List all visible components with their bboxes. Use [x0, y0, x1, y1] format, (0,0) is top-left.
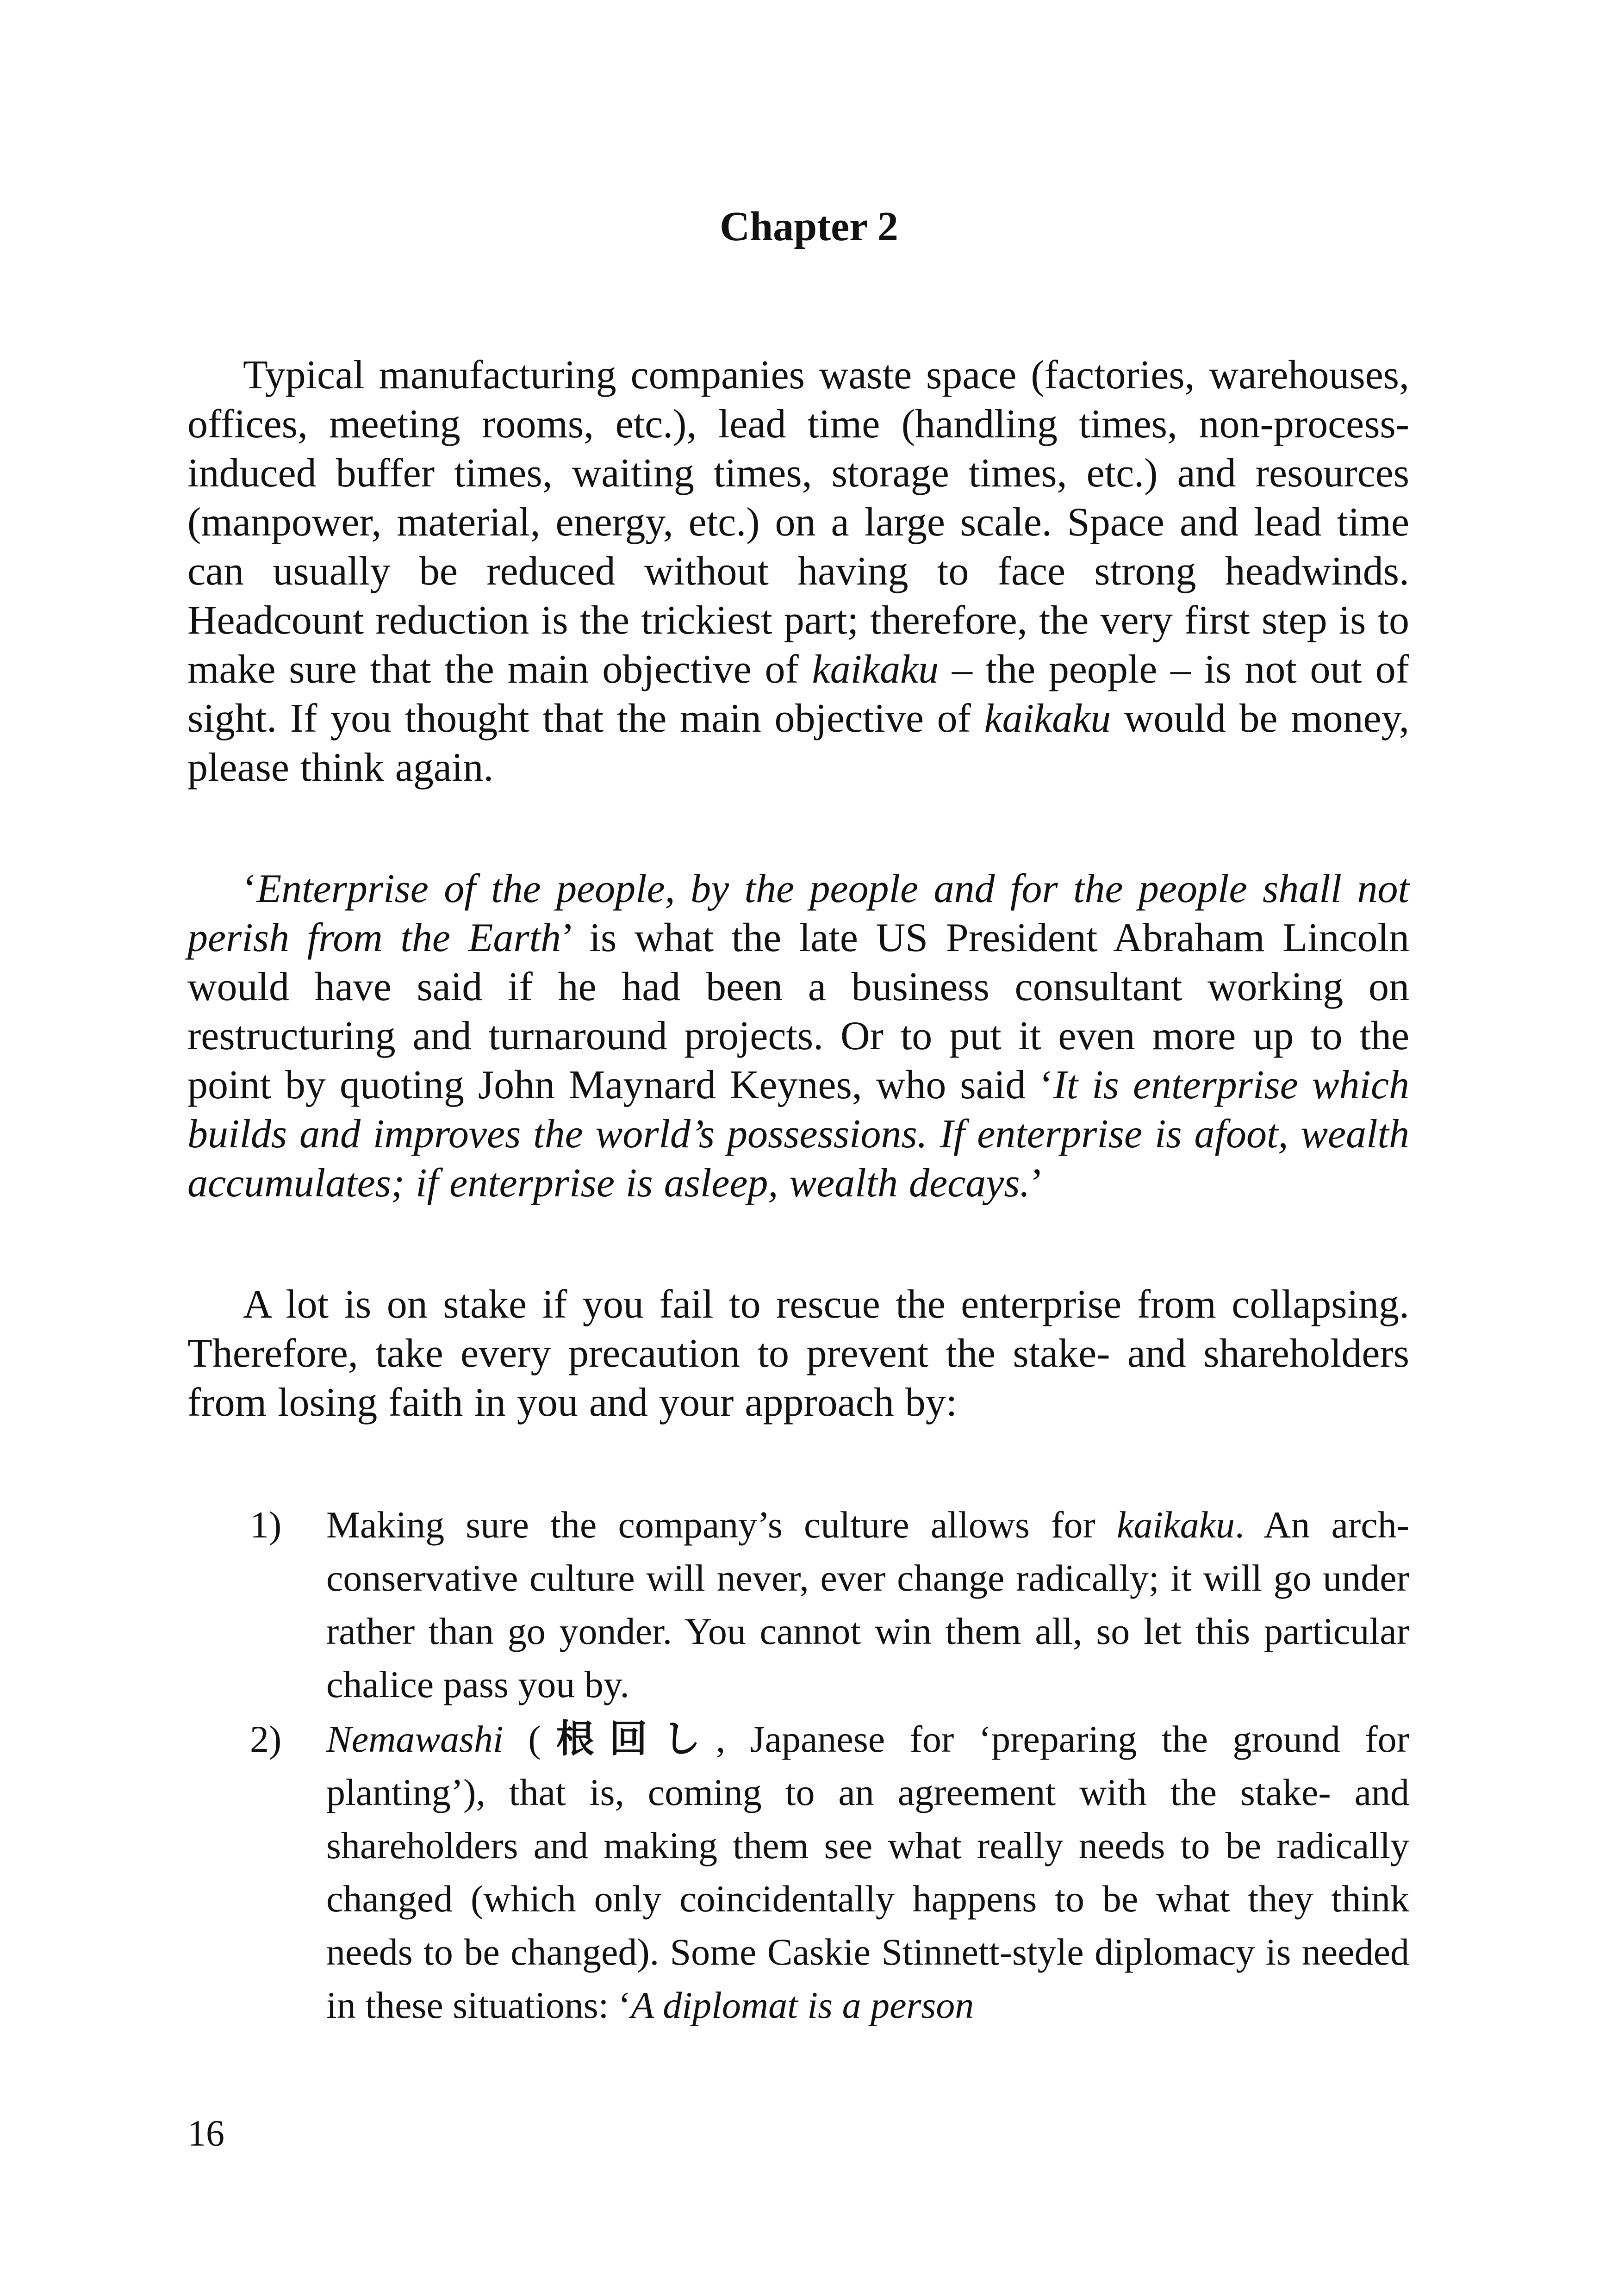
list-item-text-b: . An arch-conservative culture will never, ever change radically; it will go under rather than go yonder. You cannot win them all, so let this particular chalice pass you by.	[326, 1504, 1409, 1705]
list-item-number: 1)	[250, 1504, 282, 1546]
paragraph-3: A lot is on stake if you fail to rescue the enterprise from collapsing. Therefore, take every precaution to prevent the stake- and shareholders from losing faith in you and your approach by:	[187, 1282, 1409, 1425]
paragraph-1-italic-b: kaikaku	[984, 696, 1111, 741]
paragraph-1-italic-a: kaikaku	[812, 647, 939, 692]
list-item	[250, 1498, 1409, 1711]
list-item-italic-b: A diplomat is a person	[631, 1984, 974, 2026]
paragraph-1-text-a: Typical manufacturing companies waste space (factories, warehouses, offices, meeting rooms, etc.), lead time (handling times, non-process-induced buffer times, waiting times, storage times, etc.) and resources (manpower, material, energy, etc.) on a large scale. Space and lead time can usually be reduced without having to face strong headwinds. Headcount reduction is the trickiest part; therefore, the very first step is to make sure that the main objective of	[187, 353, 1409, 692]
lincoln-quote: Enterprise of the people, by the people and for the people shall not perish from the Earth	[187, 866, 1409, 960]
page-number: 16	[187, 2113, 224, 2154]
paragraph-1	[187, 351, 1409, 792]
list-item-body	[250, 1498, 1409, 1711]
list-item-text-a: (	[503, 1718, 541, 1760]
list-item-italic-a: kaikaku	[1117, 1504, 1235, 1546]
keynes-quote: It is enterprise which builds and improves the world’s possessions. If enterprise is afoot, wealth accumulates; if enterprise is asleep, wealth decays.	[187, 1063, 1409, 1206]
list-item	[250, 1712, 1409, 2032]
paragraph-2	[187, 865, 1409, 1208]
list-item-body	[250, 1712, 1409, 2032]
list-item-italic-a: Nemawashi	[326, 1718, 504, 1760]
kanji-text: 根回し	[541, 1717, 716, 1761]
paragraph-2-close-quote: ’	[1030, 1161, 1044, 1206]
chapter-title: Chapter 2	[720, 204, 898, 249]
list-item-text-b: , Japanese for ‘preparing the ground for planting’), that is, coming to an agreement with the stake- and shareholders and making them see what really needs to be radically changed (which only coincidentally happens to be what they think needs to be changed). Some Caskie Stinnett-style diplomacy is needed in these situations: ‘	[326, 1718, 1409, 2026]
paragraph-2-text-a: ’ is what the late US President Abraham Lincoln would have said if he had been a business consultant working on restructuring and turnaround projects. Or to put it even more up to the point by quoting John Maynard Keynes, who said ‘	[187, 915, 1409, 1108]
paragraph-1-text-b: – the people – is not out of sight. If you thought that the main objective of	[187, 647, 1409, 741]
list-item-number: 2)	[250, 1718, 282, 1760]
paragraph-1-text-c: would be money, please think again.	[187, 696, 1409, 790]
paragraph-2-open-quote: ‘	[243, 866, 257, 911]
list-item-text-a: Making sure the company’s culture allows for	[326, 1504, 1117, 1546]
